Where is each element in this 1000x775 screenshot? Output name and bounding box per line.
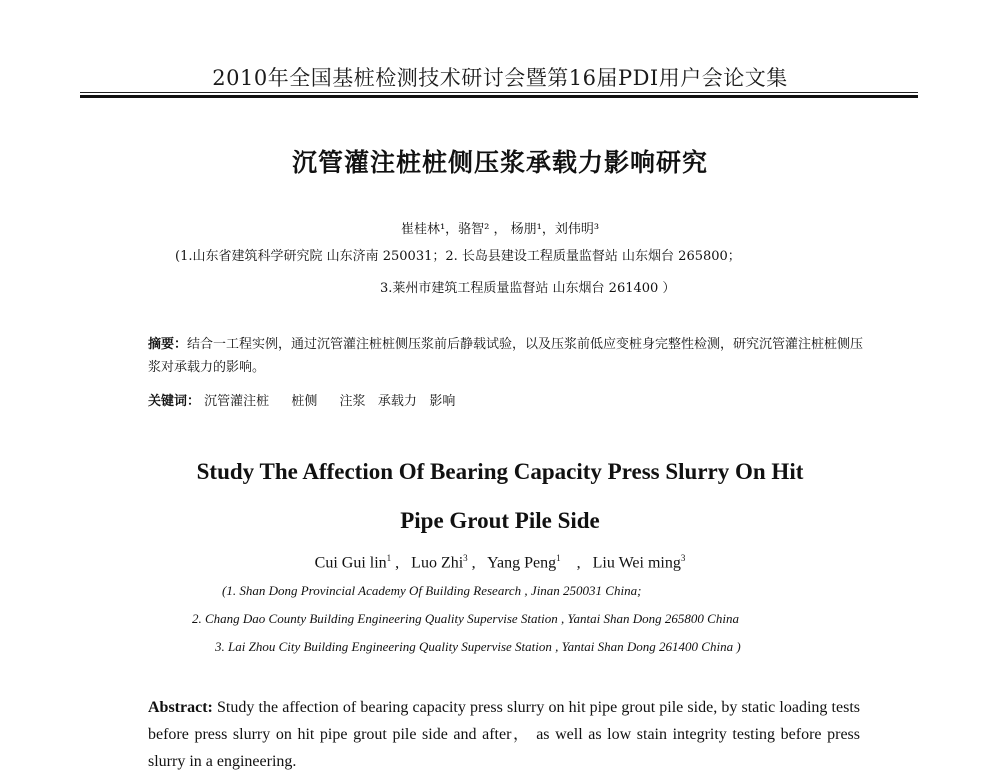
- author-name: Liu Wei ming: [592, 554, 681, 572]
- header-rule-thin: [80, 92, 918, 93]
- english-affiliation-3: 3. Lai Zhou City Building Engineering Quality Supervise Station , Yantai Shan Dong 261400 China ): [215, 639, 741, 654]
- english-abstract: [148, 694, 860, 775]
- keyword: 注浆: [339, 394, 366, 409]
- chinese-affiliation-line2: 3.莱州市建筑工程质量监督站 山东烟台 261400 ）: [380, 281, 676, 296]
- author-name: Yang Peng: [487, 554, 557, 572]
- keyword: 桩侧: [291, 394, 318, 409]
- keyword: 影响: [429, 394, 456, 409]
- english-abstract-text: Study the affection of bearing capacity press slurry on hit pipe grout pile side, by static loading tests before press slurry on hit pipe grout pile side and after， as well as low stain integrity testing before press slurry in a engineering.: [148, 699, 860, 770]
- chinese-abstract-text: 结合一工程实例，通过沉管灌注桩桩侧压浆前后静载试验，以及压浆前低应变桩身完整性检测，研究沉管灌注桩桩侧压浆对承载力的影响。: [148, 337, 864, 375]
- author-name: Luo Zhi: [411, 554, 464, 572]
- english-title-line1: Study The Affection Of Bearing Capacity Press Slurry On Hit: [196, 459, 804, 484]
- header-rule-thick: [80, 95, 918, 98]
- keyword: 承载力: [377, 394, 417, 409]
- english-affiliation-1: (1. Shan Dong Provincial Academy Of Building Research , Jinan 250031 China;: [222, 583, 642, 598]
- chinese-authors: 崔桂林¹，骆智² ， 杨朋¹，刘伟明³: [400, 222, 600, 237]
- author-name: Cui Gui lin: [314, 554, 387, 572]
- english-affiliation-2: 2. Chang Dao County Building Engineering Quality Supervise Station , Yantai Shan Dong 265800 China: [192, 611, 739, 626]
- chinese-keywords-label: 关键词：: [148, 394, 201, 409]
- chinese-affiliation-line1: (1.山东省建筑科学研究院 山东济南 250031；2. 长岛县建设工程质量监督站 山东烟台 265800；: [175, 249, 741, 264]
- chinese-abstract-label: 摘要：: [148, 337, 188, 352]
- english-authors: Cui Gui lin$^1$ , Luo Zhi$^3$ , Yang Peng$^1$ , Liu Wei ming$^3$: [314, 553, 686, 572]
- author-affiliation-mark: 3: [463, 553, 468, 563]
- english-title-line2: Pipe Grout Pile Side: [400, 508, 600, 533]
- keyword: 沉管灌注桩: [204, 394, 270, 409]
- chinese-keywords: [148, 390, 455, 409]
- chinese-abstract: [148, 333, 868, 379]
- proceedings-header: 2010年全国基桩检测技术研讨会暨第16届PDI用户会论文集: [212, 66, 788, 90]
- author-affiliation-mark: 1: [556, 553, 561, 563]
- author-affiliation-mark: 3: [680, 553, 686, 563]
- author-affiliation-mark: 1: [386, 553, 392, 563]
- chinese-title: 沉管灌注桩桩侧压浆承载力影响研究: [291, 148, 708, 177]
- english-abstract-label: Abstract:: [148, 699, 213, 716]
